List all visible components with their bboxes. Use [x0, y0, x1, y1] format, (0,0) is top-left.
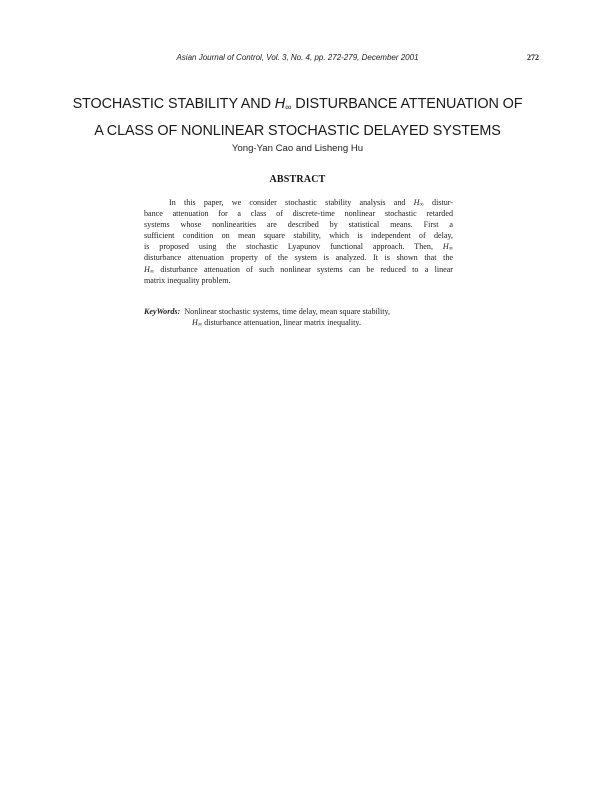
paper-title — [30, 92, 565, 143]
journal-citation: Asian Journal of Control, Vol. 3, No. 4, pp. 272-279, December 2001 — [176, 53, 419, 62]
abstract-heading: ABSTRACT — [269, 174, 326, 185]
keywords-line-1: Nonlinear stochastic systems, time delay, mean square stability, — [184, 307, 391, 316]
keywords-line-2: $H_\infty$ disturbance attenuation, linear matrix inequality. — [192, 318, 361, 329]
title-line-2: A CLASS OF NONLINEAR STOCHASTIC DELAYED SYSTEMS — [94, 123, 501, 139]
abstract-line: bance attenuation for a class of discrete-time nonlinear stochastic retarded — [144, 209, 453, 219]
authors: Yong-Yan Cao and Lisheng Hu — [231, 143, 364, 154]
abstract-line: systems whose nonlinearities are described by statistical means. First a — [144, 220, 453, 230]
abstract-line: disturbance attenuation property of the system is analyzed. It is shown that the — [144, 253, 453, 263]
abstract-line: In this paper, we consider stochastic stability analysis and $H_\infty$ distur- — [169, 198, 453, 208]
page-number: 272 — [527, 53, 539, 62]
abstract-line: sufficient condition on mean square stability, which is independent of delay, — [144, 231, 453, 241]
title-line-1: STOCHASTIC STABILITY AND $H_\infty$ DISTURBANCE ATTENUATION OF — [72, 96, 523, 112]
abstract-line: $H_\infty$ disturbance attenuation of such nonlinear systems can be reduced to a linear — [144, 264, 453, 275]
keywords — [144, 306, 453, 328]
abstract-line: is proposed using the stochastic Lyapunov functional approach. Then, $H_\infty$ — [144, 242, 453, 253]
running-header — [0, 53, 595, 67]
keywords-label: KeyWords: — [144, 307, 181, 316]
abstract-body — [144, 197, 453, 286]
abstract-line: matrix inequality problem. — [144, 275, 231, 285]
